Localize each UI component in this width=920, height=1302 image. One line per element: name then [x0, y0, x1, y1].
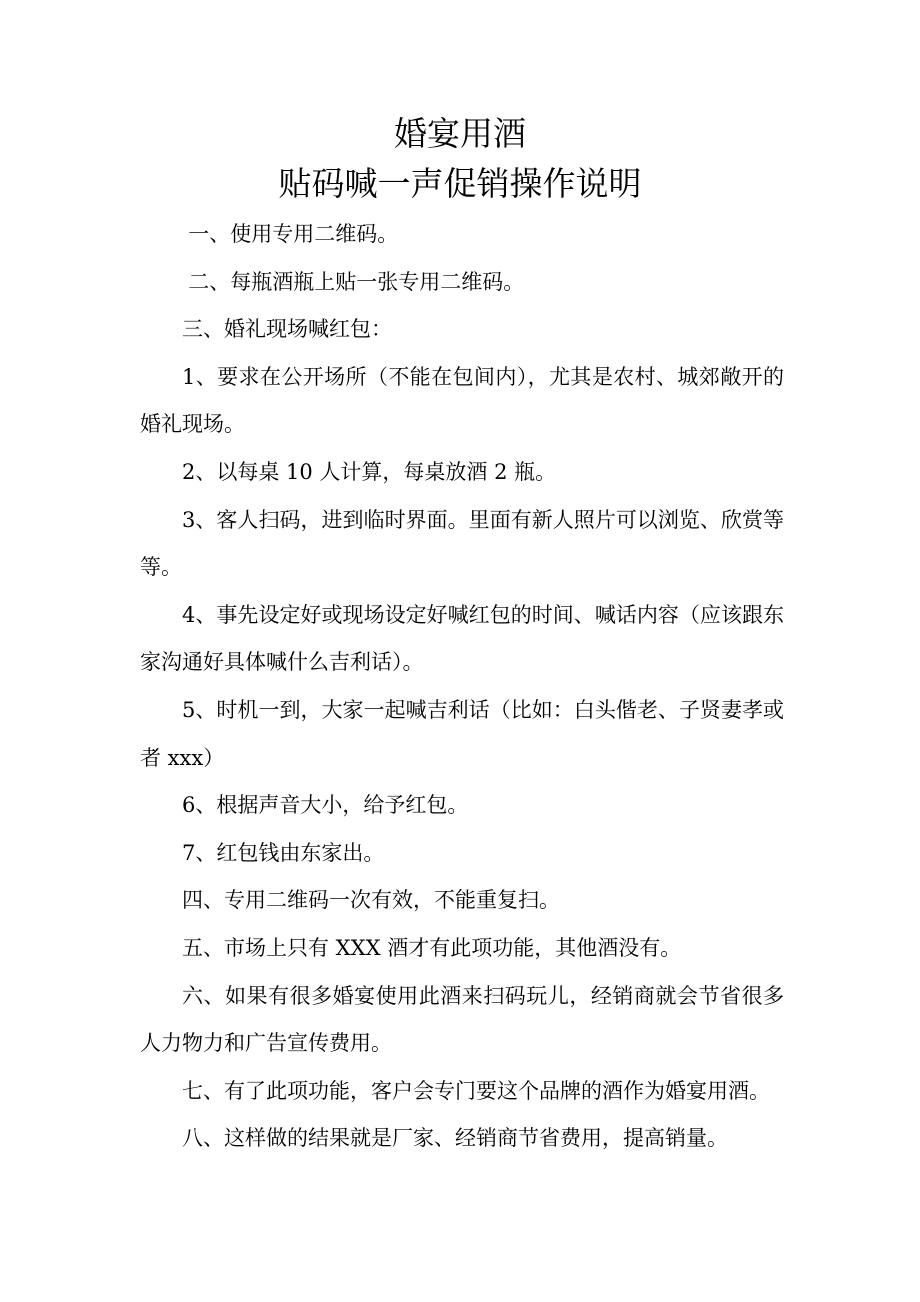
paragraph: 一、使用专用二维码。	[188, 222, 399, 246]
paragraph: 4、事先设定好或现场设定好喊红包的时间、喊话内容（应该跟东家沟通好具体喊什么吉利话）。	[140, 602, 784, 675]
paragraph: 八、这样做的结果就是厂家、经销商节省费用，提高销量。	[182, 1126, 728, 1151]
paragraph: 5、时机一到，大家一起喊吉利话（比如：白头偕老、子贤妻孝或者 xxx）	[140, 697, 784, 770]
paragraph: 7、红包钱由东家出。	[182, 840, 385, 865]
paragraph: 三、婚礼现场喊红包：	[182, 317, 392, 342]
paragraph: 五、市场上只有 XXX 酒才有此项功能，其他酒没有。	[182, 935, 682, 960]
paragraph: 1、要求在公开场所（不能在包间内），尤其是农村、城郊敞开的婚礼现场。	[140, 364, 784, 437]
document-title: 婚宴用酒	[394, 114, 526, 153]
paragraph: 3、客人扫码，进到临时界面。里面有新人照片可以浏览、欣赏等等。	[140, 507, 784, 580]
paragraph: 6、根据声音大小，给予红包。	[182, 793, 469, 818]
paragraph: 七、有了此项功能，客户会专门要这个品牌的酒作为婚宴用酒。	[182, 1078, 770, 1103]
paragraph: 2、以每桌 10 人计算，每桌放酒 2 瓶。	[182, 459, 557, 484]
paragraph: 四、专用二维码一次有效，不能重复扫。	[182, 888, 560, 913]
paragraph: 二、每瓶酒瓶上贴一张专用二维码。	[188, 269, 525, 294]
document-body	[140, 211, 784, 1163]
document-subtitle: 贴码喊一声促销操作说明	[278, 164, 642, 203]
paragraph: 六、如果有很多婚宴使用此酒来扫码玩儿，经销商就会节省很多人力物力和广告宣传费用。	[140, 983, 784, 1056]
